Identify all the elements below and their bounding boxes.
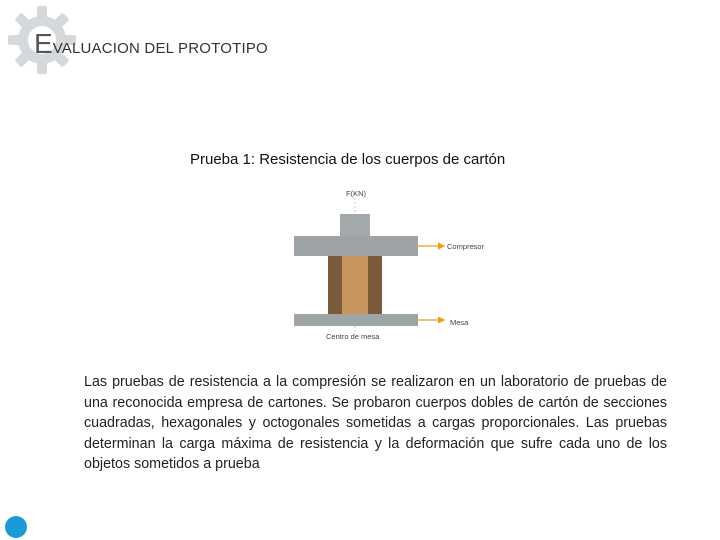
compression-test-diagram — [260, 184, 500, 344]
compressor-label: Compresor — [447, 242, 485, 251]
table-plate — [294, 314, 418, 326]
description-paragraph: Las pruebas de resistencia a la compresión se realizaron en un laboratorio de pruebas de una reconocida empresa de cartones. Se probaron cuerpos dobles de cartón de secciones cuadradas, hexagonales y octogonales sometidas a cargas proporcionales. Las pruebas determinan la carga máxima de resistencia y la deformación que sufre cada uno de los objetos sometidos a prueba — [84, 374, 667, 472]
table-center-label: Centro de mesa — [326, 332, 380, 341]
carton-body-left — [328, 256, 342, 314]
table-label: Mesa — [450, 318, 469, 327]
corner-accent-dot — [5, 516, 27, 538]
compressor-plate — [294, 236, 418, 256]
force-label: F(KN) — [346, 189, 366, 198]
page-title-initial: E — [34, 28, 53, 59]
carton-body-right — [368, 256, 382, 314]
compressor-rod — [340, 214, 370, 236]
carton-body-center — [342, 256, 368, 314]
page-title-text: VALUACION DEL PROTOTIPO — [52, 40, 268, 57]
page-title — [34, 30, 268, 58]
section-subtitle: Prueba 1: Resistencia de los cuerpos de cartón — [190, 151, 506, 168]
